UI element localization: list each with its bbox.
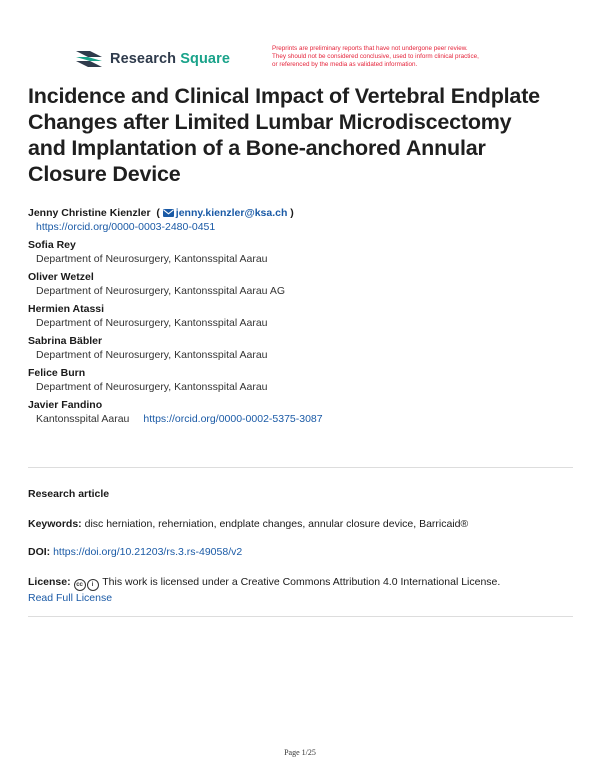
research-square-logo[interactable]: [74, 47, 230, 71]
author-affiliation: Department of Neurosurgery, Kantonsspital Aarau: [36, 253, 268, 265]
orcid-link[interactable]: https://orcid.org/0000-0002-5375-3087: [143, 413, 323, 425]
author-name: Felice Burn: [28, 367, 86, 379]
author-name: Sofia Rey: [28, 239, 76, 251]
author-name: Javier Fandino: [28, 399, 103, 411]
email-icon: [163, 209, 174, 217]
author-affiliation: Department of Neurosurgery, Kantonsspital Aarau: [36, 349, 268, 361]
disclaimer-line: or referenced by the media as validated information.: [272, 61, 418, 68]
preprint-disclaimer: [272, 45, 552, 69]
brand-name: Research Square: [110, 51, 230, 67]
page-number: Page 1/25: [284, 748, 316, 757]
disclaimer-line: Preprints are preliminary reports that have not undergone peer review.: [272, 45, 468, 52]
divider: [28, 467, 573, 468]
divider: [28, 616, 573, 617]
title-line: and Implantation of a Bone-anchored Annular: [28, 136, 486, 160]
license-label: License:: [28, 576, 71, 588]
author-affiliation: Department of Neurosurgery, Kantonsspital Aarau: [36, 381, 268, 393]
author-entry: [28, 334, 576, 362]
paper-title: [28, 83, 576, 187]
author-entry: [28, 270, 576, 298]
keywords-value: disc herniation, reherniation, endplate changes, annular closure device, Barricaid®: [84, 518, 469, 530]
author-entry: [28, 238, 576, 266]
research-square-logo-icon: [74, 47, 104, 71]
creative-commons-icon: cc: [74, 579, 86, 591]
title-line: Incidence and Clinical Impact of Vertebral Endplate: [28, 84, 540, 108]
author-entry: [28, 398, 576, 426]
attribution-icon: i: [87, 579, 99, 591]
author-entry: [28, 302, 576, 330]
doi-line: [28, 545, 576, 559]
author-entry: [28, 366, 576, 394]
article-type: Research article: [28, 488, 110, 500]
author-entry: Jenny Christine Kienzler ( jenny.kienzler@ksa.ch ) https://orcid.org/0000-0003-2480-0451: [28, 207, 294, 233]
read-full-license-link[interactable]: Read Full License: [28, 592, 113, 604]
author-affiliation: Department of Neurosurgery, Kantonsspital Aarau: [36, 317, 268, 329]
title-line: Closure Device: [28, 162, 181, 186]
orcid-link[interactable]: https://orcid.org/0000-0003-2480-0451: [36, 221, 216, 233]
keywords-line: [28, 517, 576, 531]
author-list: [28, 206, 576, 430]
author-name: Oliver Wetzel: [28, 271, 94, 283]
author-affiliation: Department of Neurosurgery, Kantonsspital Aarau AG: [36, 285, 286, 297]
author-name: Hermien Atassi: [28, 303, 105, 315]
license-line: [28, 575, 576, 605]
disclaimer-line: They should not be considered conclusive, used to inform clinical practice,: [272, 53, 479, 60]
author-email-link[interactable]: jenny.kienzler@ksa.ch: [175, 207, 288, 219]
author-name: Jenny Christine Kienzler: [28, 207, 151, 219]
keywords-label: Keywords:: [28, 518, 82, 530]
license-text: This work is licensed under a Creative Commons Attribution 4.0 International License.: [102, 576, 501, 588]
author-name: Sabrina Bäbler: [28, 335, 103, 347]
author-affiliation: Kantonsspital Aarau: [36, 413, 130, 425]
title-line: Changes after Limited Lumbar Microdiscectomy: [28, 110, 512, 134]
doi-link[interactable]: https://doi.org/10.21203/rs.3.rs-49058/v2: [53, 546, 243, 558]
doi-label: DOI:: [28, 546, 51, 558]
